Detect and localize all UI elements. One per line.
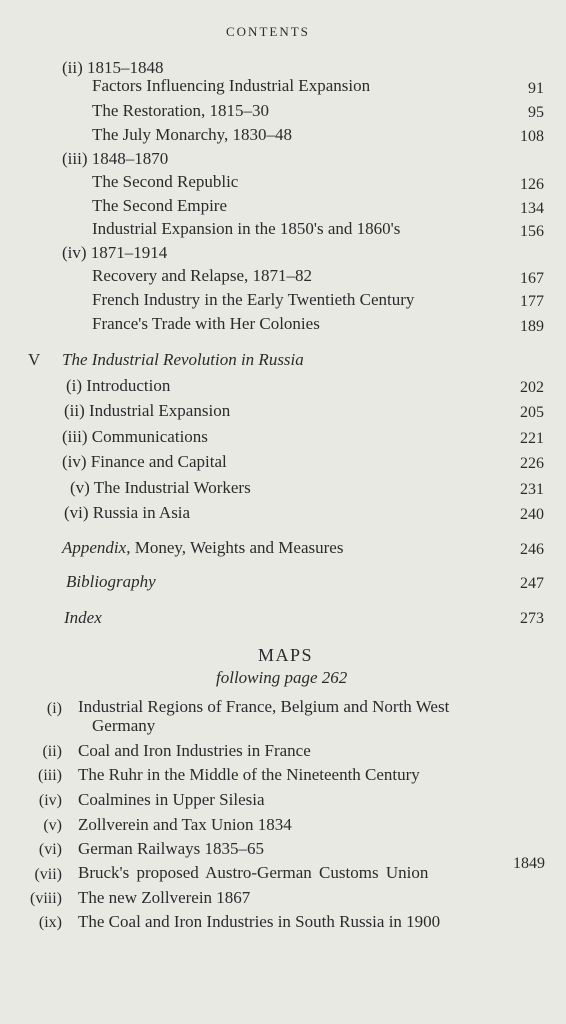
toc-entry-page: 202 xyxy=(520,379,544,396)
toc-entry-page: 177 xyxy=(520,293,544,310)
map-title[interactable]: Zollverein and Tax Union 1834 xyxy=(78,815,292,834)
map-title[interactable]: The new Zollverein 1867 xyxy=(78,888,251,907)
toc-entry-title[interactable]: The Second Empire xyxy=(92,196,228,215)
toc-entry-page: 167 xyxy=(520,270,544,287)
chapter-numeral: V xyxy=(28,350,41,369)
toc-entry-page: 156 xyxy=(520,223,544,240)
toc-entry-title[interactable]: French Industry in the Early Twentieth Century xyxy=(92,290,415,309)
map-title[interactable]: German Railways 1835–65 xyxy=(78,839,265,858)
map-title[interactable]: The Ruhr in the Middle of the Nineteenth Century xyxy=(78,765,420,784)
map-title-continued: Germany xyxy=(92,716,156,735)
toc-entry-title[interactable]: (ii) Industrial Expansion xyxy=(64,401,231,420)
section-label: (ii) 1815–1848 xyxy=(62,58,164,77)
map-number: (iv) xyxy=(38,792,62,809)
map-title[interactable]: Bruck's proposed Austro-German Customs Union xyxy=(78,863,429,882)
map-title-suffix: 1849 xyxy=(513,855,545,872)
toc-entry-page: 108 xyxy=(520,128,544,145)
toc-entry-title[interactable]: France's Trade with Her Colonies xyxy=(92,314,320,333)
toc-entry-page: 231 xyxy=(520,481,544,498)
toc-entry-title[interactable]: The July Monarchy, 1830–48 xyxy=(92,125,293,144)
map-number: (viii) xyxy=(30,890,62,907)
appendix-rest: , Money, Weights and Measures xyxy=(126,538,344,557)
toc-entry-title[interactable]: Recovery and Relapse, 1871–82 xyxy=(92,266,312,285)
map-number: (i) xyxy=(46,700,62,717)
toc-entry-title[interactable]: (iii) Communications xyxy=(62,427,208,446)
maps-subtitle: following page 262 xyxy=(216,668,348,687)
toc-entry-title[interactable]: Factors Influencing Industrial Expansion xyxy=(92,76,371,95)
map-title[interactable]: Coalmines in Upper Silesia xyxy=(78,790,265,809)
toc-entry-title[interactable]: (i) Introduction xyxy=(66,376,171,395)
map-number: (vi) xyxy=(38,841,62,858)
toc-entry-page: 126 xyxy=(520,176,544,193)
toc-entry-page: 246 xyxy=(520,541,544,558)
map-number: (vii) xyxy=(34,866,62,883)
toc-entry-page: 189 xyxy=(520,318,544,335)
map-number: (v) xyxy=(43,817,62,834)
toc-entry-page: 221 xyxy=(520,430,544,447)
page-header: CONTENTS xyxy=(226,24,310,39)
map-number: (iii) xyxy=(38,767,62,784)
toc-entry-page: 134 xyxy=(520,200,544,217)
toc-entry-title[interactable]: (vi) Russia in Asia xyxy=(64,503,191,522)
appendix-entry[interactable] xyxy=(62,538,343,558)
section-label: (iii) 1848–1870 xyxy=(62,149,169,168)
map-number: (ix) xyxy=(38,914,62,931)
toc-entry-page: 240 xyxy=(520,506,544,523)
toc-entry-title[interactable]: (v) The Industrial Workers xyxy=(70,478,251,497)
chapter-title[interactable]: The Industrial Revolution in Russia xyxy=(62,350,304,369)
toc-entry-page: 247 xyxy=(520,575,544,592)
toc-entry-page: 91 xyxy=(528,80,544,97)
section-label: (iv) 1871–1914 xyxy=(62,243,168,262)
index-entry[interactable]: Index xyxy=(64,608,102,627)
toc-entry-title[interactable]: (iv) Finance and Capital xyxy=(62,452,227,471)
bibliography-entry[interactable]: Bibliography xyxy=(66,572,156,591)
toc-entry-page: 205 xyxy=(520,404,544,421)
maps-heading: MAPS xyxy=(258,645,314,665)
map-title[interactable]: Coal and Iron Industries in France xyxy=(78,741,311,760)
toc-entry-page: 95 xyxy=(528,104,544,121)
map-title[interactable]: Industrial Regions of France, Belgium and North West xyxy=(78,697,450,716)
toc-entry-title[interactable]: The Second Republic xyxy=(92,172,239,191)
toc-entry-title[interactable]: The Restoration, 1815–30 xyxy=(92,101,270,120)
map-number: (ii) xyxy=(42,743,62,760)
toc-entry-page: 226 xyxy=(520,455,544,472)
map-title[interactable]: The Coal and Iron Industries in South Russia in 1900 xyxy=(78,912,441,931)
appendix-label: Appendix xyxy=(62,538,127,557)
toc-entry-title[interactable]: Industrial Expansion in the 1850's and 1860's xyxy=(92,219,401,238)
toc-entry-page: 273 xyxy=(520,610,544,627)
